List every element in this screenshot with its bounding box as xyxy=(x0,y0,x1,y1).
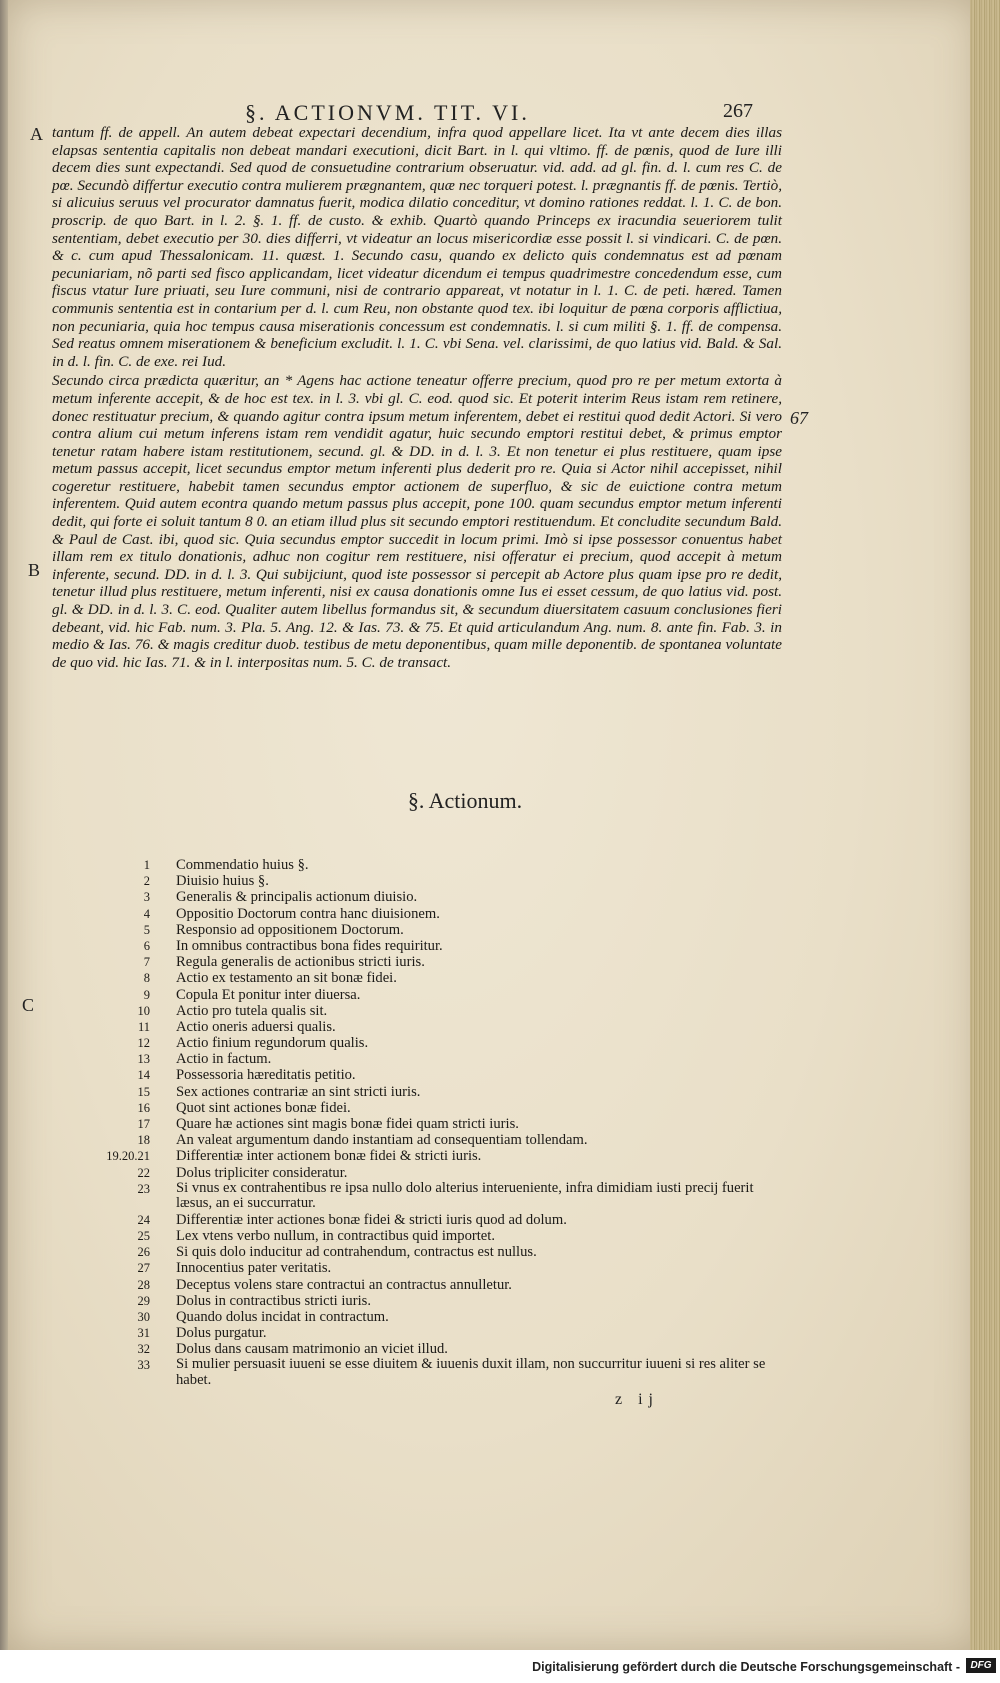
index-number: 25 xyxy=(137,1228,150,1243)
index-text: Actio in factum. xyxy=(176,1051,272,1068)
margin-letter-a: A xyxy=(30,124,43,144)
page-number: 267 xyxy=(723,100,753,122)
index-text: Quot sint actiones bonæ fidei. xyxy=(176,1099,351,1116)
index-number: 31 xyxy=(137,1326,150,1341)
index-number: 19.20.21 xyxy=(106,1149,150,1164)
index-number: 3 xyxy=(143,890,150,905)
index-number: 11 xyxy=(137,1019,150,1034)
index-number: 22 xyxy=(137,1165,150,1180)
margin-letter-b: B xyxy=(28,560,41,580)
dfg-logo: DFG xyxy=(966,1658,996,1673)
footer-bar xyxy=(0,1650,1000,1683)
paragraph-1: tantum ff. de appell. An autem debeat expectari decendium, infra quod appellare licet. Ita vt ante decem dies illas elapsas sententia capitalis non debeat mandari executioni, dicit Bart. in l. qui vltimo. ff. de pœnis, quod de Iure illi decem dies sunt expectandi. Sed quod de consuetudine contrarium obseruatur. vid. add. ad gl. fin. d. l. cum res C. de pœ. Secundò differtur executio contra mulierem prægnantem, quæ nec torqueri potest. l. prægnantis ff. de pœnis. Tertiò, si alicuius seruus vel procurator damnatus fuerit, modica dilatio conceditur, vt domino rationes reddat. l. 1. C. de bon. proscrip. de quo Bart. in l. 2. §. 1. ff. de custo. & exhib. Quartò quando Princeps ex iracundia seueriorem tulit sententiam, debet executio per 30. dies differri, vt videatur an locus misericordiæ esse possit l. si vindicari. C. de pœn. & c. cum apud Thessalonicam. 11. quæst. 1. Secundo casu, quando ex delicto quis condemnatus est ad pœnam pecuniariam, nõ parti sed fisco applicandam, licet videatur dicendum ei tempus quadrimestre concedendum esse, cum fiscus vtatur Iure priuati, seu Iure communi, nisi de contrario appareat, vt notatur in l. 1. C. de peti. hæred. Tamen communis sententia est in contarium per d. l. cum Reu, non obstante quod tex. ibi loquitur de pœna corporis afflictiua, non pecuniaria, quia hoc tempus causa miserationis concessum est condemnatis. l. si cum militi §. 1. ff. de compensa. Sed reatus omnem miserationem & beneficium excludit. l. 1. C. vbi Sena. vel. clarissimi, de quo latius vid. Bald. & Sal. in d. l. fin. C. de exe. rei Iud. xyxy=(52,124,782,370)
index-text: Dolus dans causam matrimonio an viciet illud. xyxy=(176,1341,448,1358)
margin-letter-c: C xyxy=(22,995,35,1015)
index-number: 30 xyxy=(137,1309,150,1324)
index-text: Actio ex testamento an sit bonæ fidei. xyxy=(176,970,397,987)
index-text: Sex actiones contrariæ an sint stricti iuris. xyxy=(176,1083,421,1100)
index-number: 24 xyxy=(137,1212,150,1227)
index-text: Innocentius pater veritatis. xyxy=(176,1260,332,1277)
index-entry xyxy=(80,889,760,905)
index-text: Deceptus volens stare contractui an contractus annulletur. xyxy=(176,1276,512,1293)
index-text: Si vnus ex contrahentibus re ipsa nullo dolo alterius interueniente, infra dimidiam iusti precij fuerit læsus, an ei succurratur. xyxy=(176,1179,754,1212)
index-entry xyxy=(80,1260,760,1276)
index-text: Lex vtens verbo nullum, in contractibus quid importet. xyxy=(176,1227,495,1244)
index-text: Copula Et ponitur inter diuersa. xyxy=(176,986,361,1003)
index-number: 12 xyxy=(137,1036,150,1051)
index-text: Si mulier persuasit iuueni se esse diuitem & iuuenis duxit illam, non succurritur iuueni si res aliter se habet. xyxy=(176,1356,766,1388)
index-text: Differentiæ inter actionem bonæ fidei & stricti iuris. xyxy=(176,1148,482,1165)
index-entry xyxy=(80,873,760,889)
index-text: Oppositio Doctorum contra hanc diuisionem. xyxy=(176,905,440,922)
index-entry xyxy=(80,922,760,938)
index-entry xyxy=(80,1051,760,1067)
index-number: 23 xyxy=(137,1181,150,1196)
paragraph-2: Secundo circa prædicta quæritur, an * Agens hac actione teneatur offerre precium, quod pro re per metum extorta à metum inferente accepit, & de hoc est tex. in l. 3. vbi gl. C. eod. quod sic. Et poterit interim Reus istam rem retinere, donec restituatur precium, & quando agitur contra ipsum metum inferentem, debet ei restitui quod dedit Actori. Si vero contra alium cui metum inferens istam rem vendidit agatur, huic secundo emptori restitui debet, & primus emptor tenetur ratam habere istam restitutionem, secund. gl. & DD. in d. l. 3. Et non tenetur ei plus restituere, quam ipse metum passus accepit, licet secundus emptor metum inferenti plus dederit pro re. Quia si Actor nihil accepisset, nihil cogeretur restituere, habebit tamen secundus emptor actionem de superfluo, & sic de euictione contra metum inferentem. Quid autem econtra quando metum passus plus accepit, pone 100. quam secundus emptor metum inferenti dedit, qui forte ei soluit tantum 8 0. an etiam illud plus sit secundo emptori restituendum. Et concludite secundum Bald. & Paul de Cast. ibi, quod sic. Quia secundus emptor succedit in locum primi. Imò si ipse possessor conuentus habet illam rem ex titulo donationis, adhuc non cogitur rem restituere, nisi offeratur ei precium, quod accepit à metum inferente, secund. DD. in d. l. 3. Qui subijciunt, quod iste possessor si percepit ab Actore plus quam ipse pro re dedit, tenetur illud plus restituere, metum inferenti, nisi ex causa donationis omne Ius ei esset cessum, de quo latius vid. post. gl. & DD. in d. l. 3. C. eod. Qualiter autem libellus formandus sit, & secundum diuersitatem casuum conclusiones fieri debeant, vid. hic Fab. num. 3. Pla. 5. Ang. 12. & Ias. 73. & 75. Et quid articulandum Ang. num. 8. ante fin. Fab. 3. in medio & Ias. 76. & magis creditur duob. testibus de metu deponentibus, quam mille deponentib. de spontanea voluntate de quo vid. hic Ias. 71. & in l. interpositas num. 5. C. de transact. xyxy=(52,372,782,671)
signature-mark: z ij xyxy=(615,1391,659,1408)
index-entry xyxy=(80,1148,760,1164)
index-entry xyxy=(80,1293,760,1309)
index-entry xyxy=(80,1341,760,1357)
index-text: Quare hæ actiones sint magis bonæ fidei quam stricti iuris. xyxy=(176,1116,519,1132)
index-entry xyxy=(80,970,760,986)
index-number: 32 xyxy=(137,1342,150,1357)
index-text: Generalis & principalis actionum diuisio. xyxy=(176,889,418,906)
index-text: Commendatio huius §. xyxy=(176,857,309,873)
index-number: 29 xyxy=(137,1293,150,1308)
index-entry xyxy=(80,938,760,954)
index-entry xyxy=(80,1228,760,1244)
index-entry xyxy=(80,987,760,1003)
index-text: Dolus purgatur. xyxy=(176,1325,267,1342)
index-entry xyxy=(80,1356,766,1388)
index-number: 4 xyxy=(143,906,150,921)
index-entry xyxy=(80,1035,760,1051)
index-text: Responsio ad oppositionem Doctorum. xyxy=(176,921,404,938)
index-entry xyxy=(80,1084,760,1100)
index-entry xyxy=(80,954,760,970)
footer-text: Digitalisierung gefördert durch die Deutsche Forschungsgemeinschaft - xyxy=(532,1660,960,1674)
index-text: In omnibus contractibus bona fides requiritur. xyxy=(176,937,443,954)
index-entry xyxy=(80,1309,760,1325)
index-text: Quando dolus incidat in contractum. xyxy=(176,1308,389,1325)
commentary-text xyxy=(52,124,782,671)
index-entry xyxy=(80,1325,760,1341)
index-text: Possessoria hæreditatis petitio. xyxy=(176,1067,356,1084)
index-entry xyxy=(80,1132,760,1148)
index-text: An valeat argumentum dando instantiam ad consequentiam tollendam. xyxy=(176,1132,588,1149)
index-entry xyxy=(80,1003,760,1019)
index-number: 17 xyxy=(137,1117,150,1131)
summary-index xyxy=(80,857,766,1388)
index-text: Differentiæ inter actiones bonæ fidei & stricti iuris quod ad dolum. xyxy=(176,1211,567,1228)
index-number: 2 xyxy=(143,874,150,889)
index-text: Actio finium regundorum qualis. xyxy=(176,1035,369,1052)
index-entry xyxy=(80,1116,760,1132)
index-number: 27 xyxy=(137,1261,150,1276)
index-number: 13 xyxy=(137,1052,150,1067)
index-entry xyxy=(80,1100,760,1116)
index-entry xyxy=(80,1181,760,1212)
index-entry xyxy=(80,1212,760,1228)
margin-note-67: 67 xyxy=(790,408,808,428)
index-text: Regula generalis de actionibus stricti iuris. xyxy=(176,954,425,971)
index-entry xyxy=(80,1244,760,1260)
header-title: §. ACTIONVM. TIT. VI. xyxy=(245,100,530,125)
index-number: 18 xyxy=(137,1133,150,1148)
page-edges xyxy=(970,0,1000,1650)
index-entry xyxy=(80,1277,760,1293)
index-entry xyxy=(80,1067,760,1083)
index-number: 14 xyxy=(137,1068,150,1083)
index-number: 6 xyxy=(143,938,150,953)
index-number: 26 xyxy=(137,1245,150,1260)
index-number: 9 xyxy=(143,987,150,1002)
index-text: Diuisio huius §. xyxy=(176,873,269,890)
index-number: 33 xyxy=(137,1358,150,1373)
index-entry xyxy=(80,1019,760,1035)
index-text: Dolus tripliciter consideratur. xyxy=(176,1164,348,1181)
index-number: 5 xyxy=(143,922,150,937)
index-number: 7 xyxy=(143,955,150,970)
index-text: Actio oneris aduersi qualis. xyxy=(176,1018,336,1035)
section-title: §. Actionum. xyxy=(407,788,523,813)
index-number: 8 xyxy=(143,971,150,986)
index-text: Actio pro tutela qualis sit. xyxy=(176,1002,328,1019)
index-number: 1 xyxy=(143,858,150,872)
index-text: Si quis dolo inducitur ad contrahendum, contractus est nullus. xyxy=(176,1244,537,1261)
index-number: 15 xyxy=(137,1084,150,1099)
index-entry xyxy=(80,906,760,922)
index-entry xyxy=(80,1165,760,1181)
index-number: 28 xyxy=(137,1277,150,1292)
index-entry xyxy=(80,857,760,873)
index-text: Dolus in contractibus stricti iuris. xyxy=(176,1292,371,1309)
index-number: 16 xyxy=(137,1100,150,1115)
index-number: 10 xyxy=(137,1003,150,1018)
